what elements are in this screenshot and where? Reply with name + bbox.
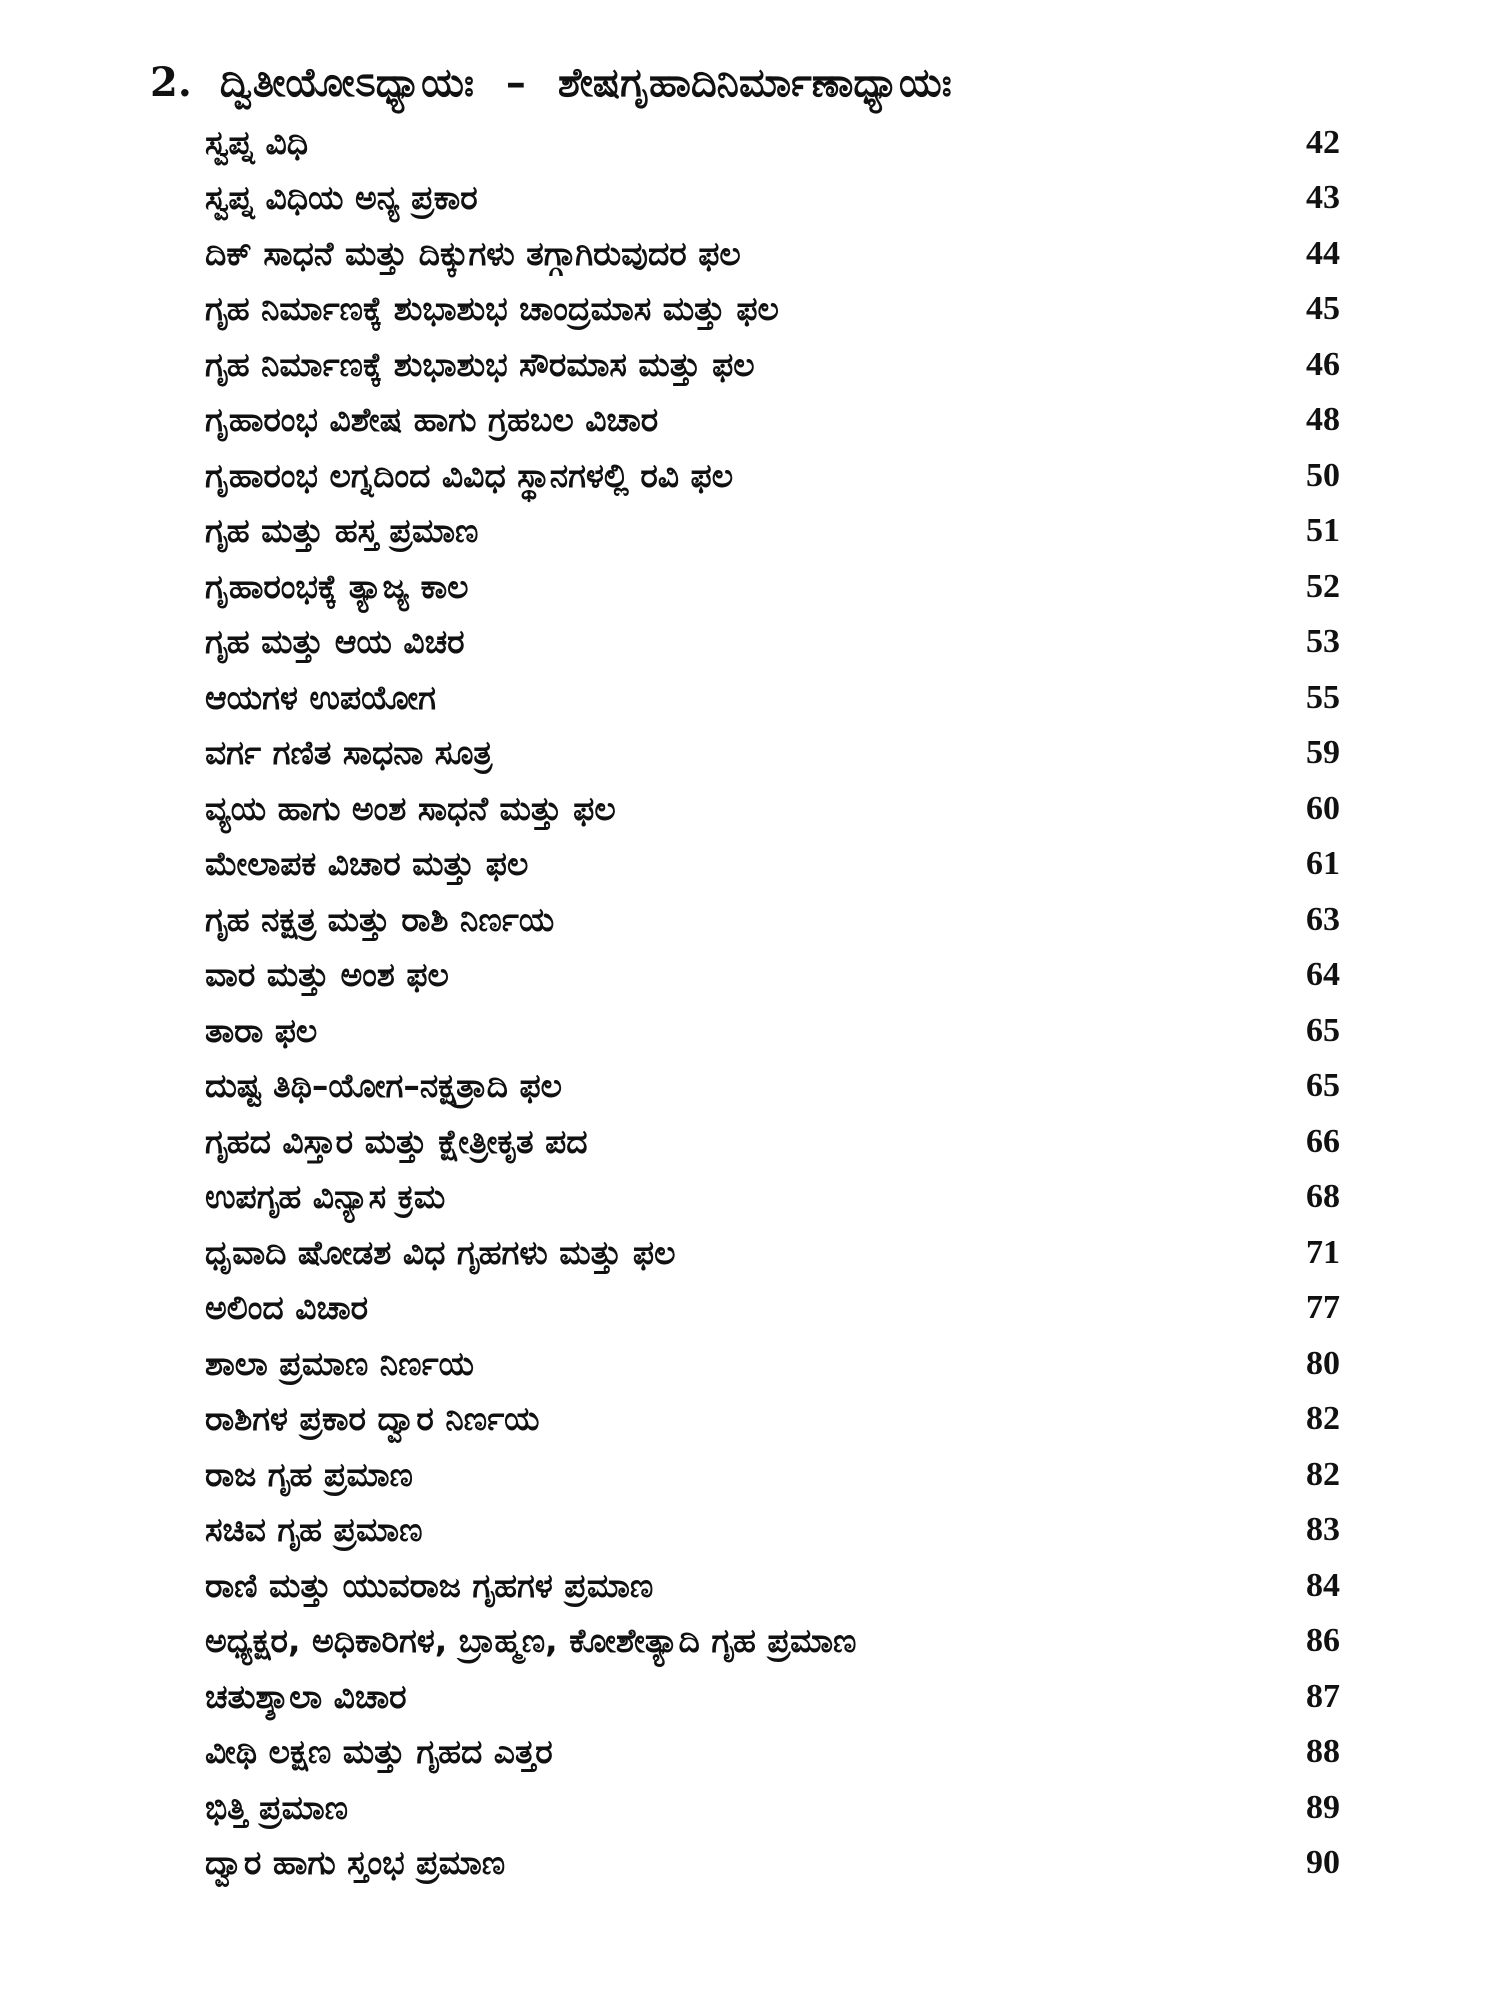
toc-entry bbox=[205, 504, 1340, 560]
toc-entry-page-number: 83 bbox=[1306, 1511, 1340, 1549]
toc-entry bbox=[205, 1558, 1340, 1614]
toc-entry-title: ವ್ಯಯ ಹಾಗು ಅಂಶ ಸಾಧನೆ ಮತ್ತು ಫಲ bbox=[205, 788, 616, 828]
toc-entry bbox=[205, 1669, 1340, 1725]
toc-entry-title: ಗೃಹಾರಂಭ ಲಗ್ನದಿಂದ ವಿವಿಧ ಸ್ಥಾನಗಳಲ್ಲಿ ರವಿ ಫಲ bbox=[205, 455, 734, 495]
toc-entry-page-number: 63 bbox=[1306, 900, 1340, 938]
toc-entry-page-number: 86 bbox=[1306, 1622, 1340, 1660]
toc-entry-title: ಗೃಹ ನಕ್ಷತ್ರ ಮತ್ತು ರಾಶಿ ನಿರ್ಣಯ bbox=[205, 899, 555, 939]
toc-entry bbox=[205, 1170, 1340, 1226]
toc-entry bbox=[205, 1392, 1340, 1448]
chapter-dash: – bbox=[505, 59, 526, 106]
toc-entry-title: ರಾಣಿ ಮತ್ತು ಯುವರಾಜ ಗೃಹಗಳ ಪ್ರಮಾಣ bbox=[205, 1565, 654, 1605]
toc-entry bbox=[205, 837, 1340, 893]
toc-entry-page-number: 46 bbox=[1306, 345, 1340, 383]
toc-entry-title: ಸ್ವಪ್ನ ವಿಧಿಯ ಅನ್ಯ ಪ್ರಕಾರ bbox=[205, 178, 478, 218]
toc-entry-page-number: 89 bbox=[1306, 1788, 1340, 1826]
toc-entry-page-number: 61 bbox=[1306, 845, 1340, 883]
toc-entry bbox=[205, 1503, 1340, 1559]
toc-entry bbox=[205, 1447, 1340, 1503]
toc-entry-page-number: 52 bbox=[1306, 567, 1340, 605]
toc-entry bbox=[205, 948, 1340, 1004]
toc-entry bbox=[205, 1725, 1340, 1781]
toc-entry bbox=[205, 892, 1340, 948]
toc-entry-page-number: 59 bbox=[1306, 734, 1340, 772]
toc-entry-page-number: 84 bbox=[1306, 1566, 1340, 1604]
toc-entry-page-number: 50 bbox=[1306, 456, 1340, 494]
toc-entry bbox=[205, 1225, 1340, 1281]
toc-entry-title: ಸಚಿವ ಗೃಹ ಪ್ರಮಾಣ bbox=[205, 1510, 423, 1550]
toc-entry-title: ಆಯಗಳ ಉಪಯೋಗ bbox=[205, 677, 437, 717]
toc-entry-title: ಧೃವಾದಿ ಷೋಡಶ ವಿಧ ಗೃಹಗಳು ಮತ್ತು ಫಲ bbox=[205, 1232, 676, 1272]
toc-entry-page-number: 64 bbox=[1306, 956, 1340, 994]
chapter-number: 2. bbox=[150, 59, 192, 106]
toc-entry bbox=[205, 1003, 1340, 1059]
toc-entry bbox=[205, 1114, 1340, 1170]
toc-entry bbox=[205, 393, 1340, 449]
toc-entry bbox=[205, 282, 1340, 338]
toc-entry bbox=[205, 1614, 1340, 1670]
toc-entry-page-number: 68 bbox=[1306, 1178, 1340, 1216]
toc-entry-page-number: 90 bbox=[1306, 1844, 1340, 1882]
toc-entry-page-number: 82 bbox=[1306, 1455, 1340, 1493]
toc-entry-title: ಉಪಗೃಹ ವಿನ್ಯಾಸ ಕ್ರಮ bbox=[205, 1177, 446, 1217]
toc-entry-page-number: 77 bbox=[1306, 1289, 1340, 1327]
chapter-heading bbox=[150, 52, 1350, 114]
toc-entry-page-number: 42 bbox=[1306, 123, 1340, 161]
toc-entry-page-number: 65 bbox=[1306, 1067, 1340, 1105]
toc-entry-title: ಗೃಹಾರಂಭ ವಿಶೇಷ ಹಾಗು ಗ್ರಹಬಲ ವಿಚಾರ bbox=[205, 400, 659, 440]
chapter-title: ದ್ವಿತೀಯೋಽಧ್ಯಾಯಃ bbox=[219, 59, 474, 106]
toc-entry-title: ಗೃಹ ಮತ್ತು ಹಸ್ತ ಪ್ರಮಾಣ bbox=[205, 511, 479, 551]
toc-entry-page-number: 55 bbox=[1306, 678, 1340, 716]
toc-entry bbox=[205, 115, 1340, 171]
toc-entry bbox=[205, 1780, 1340, 1836]
toc-entry-title: ರಾಜ ಗೃಹ ಪ್ರಮಾಣ bbox=[205, 1454, 413, 1494]
toc-entry bbox=[205, 726, 1340, 782]
toc-entry-page-number: 51 bbox=[1306, 512, 1340, 550]
toc-entry-title: ದಿಕ್ ಸಾಧನೆ ಮತ್ತು ದಿಕ್ಕುಗಳು ತಗ್ಗಾಗಿರುವುದರ ಫಲ bbox=[205, 233, 741, 273]
toc-entry-title: ವರ್ಗ ಗಣಿತ ಸಾಧನಾ ಸೂತ್ರ bbox=[205, 733, 493, 773]
toc-entry bbox=[205, 1059, 1340, 1115]
toc-entry-title: ಅಲಿಂದ ವಿಚಾರ bbox=[205, 1288, 369, 1328]
toc-entry-page-number: 45 bbox=[1306, 290, 1340, 328]
toc-entry-title: ಭಿತ್ತಿ ಪ್ರಮಾಣ bbox=[205, 1787, 348, 1827]
toc-entry-title: ದುಷ್ಟ ತಿಥಿ–ಯೋಗ–ನಕ್ಷತ್ರಾದಿ ಫಲ bbox=[205, 1066, 563, 1106]
toc-entry-page-number: 43 bbox=[1306, 179, 1340, 217]
toc-entry-page-number: 48 bbox=[1306, 401, 1340, 439]
toc-entry bbox=[205, 670, 1340, 726]
toc-entry-title: ಗೃಹ ನಿರ್ಮಾಣಕ್ಕೆ ಶುಭಾಶುಭ ಚಾಂದ್ರಮಾಸ ಮತ್ತು ಫಲ bbox=[205, 289, 779, 329]
toc-entry-page-number: 88 bbox=[1306, 1733, 1340, 1771]
toc-entry-page-number: 80 bbox=[1306, 1344, 1340, 1382]
toc-list bbox=[205, 115, 1340, 1891]
toc-entry-title: ವೀಥಿ ಲಕ್ಷಣ ಮತ್ತು ಗೃಹದ ಎತ್ತರ bbox=[205, 1732, 553, 1772]
toc-entry-page-number: 65 bbox=[1306, 1011, 1340, 1049]
chapter-subtitle: ಶೇಷಗೃಹಾದಿನಿರ್ಮಾಣಾಧ್ಯಾಯಃ bbox=[557, 59, 952, 106]
toc-entry-page-number: 87 bbox=[1306, 1677, 1340, 1715]
toc-entry-title: ಗೃಹ ಮತ್ತು ಆಯ ವಿಚರ bbox=[205, 622, 465, 662]
toc-entry bbox=[205, 559, 1340, 615]
toc-entry-title: ಗೃಹಾರಂಭಕ್ಕೆ ತ್ಯಾಜ್ಯ ಕಾಲ bbox=[205, 566, 469, 606]
toc-entry-title: ತಾರಾ ಫಲ bbox=[205, 1010, 318, 1050]
toc-entry bbox=[205, 337, 1340, 393]
toc-entry-title: ರಾಶಿಗಳ ಪ್ರಕಾರ ದ್ವಾರ ನಿರ್ಣಯ bbox=[205, 1399, 540, 1439]
toc-entry bbox=[205, 615, 1340, 671]
toc-entry bbox=[205, 171, 1340, 227]
toc-entry-title: ಸ್ವಪ್ನ ವಿಧಿ bbox=[205, 122, 309, 162]
toc-entry bbox=[205, 781, 1340, 837]
toc-entry-page-number: 60 bbox=[1306, 789, 1340, 827]
toc-entry-title: ವಾರ ಮತ್ತು ಅಂಶ ಫಲ bbox=[205, 955, 449, 995]
toc-entry-page-number: 82 bbox=[1306, 1400, 1340, 1438]
toc-entry-title: ಗೃಹದ ವಿಸ್ತಾರ ಮತ್ತು ಕ್ಷೇತ್ರೀಕೃತ ಪದ bbox=[205, 1121, 588, 1161]
toc-entry-title: ಮೇಲಾಪಕ ವಿಚಾರ ಮತ್ತು ಫಲ bbox=[205, 844, 529, 884]
toc-entry-title: ಶಾಲಾ ಪ್ರಮಾಣ ನಿರ್ಣಯ bbox=[205, 1343, 474, 1383]
toc-entry bbox=[205, 1836, 1340, 1892]
toc-entry-title: ಗೃಹ ನಿರ್ಮಾಣಕ್ಕೆ ಶುಭಾಶುಭ ಸೌರಮಾಸ ಮತ್ತು ಫಲ bbox=[205, 344, 755, 384]
toc-entry bbox=[205, 1281, 1340, 1337]
toc-entry-title: ಅಧ್ಯಕ್ಷರ, ಅಧಿಕಾರಿಗಳ, ಬ್ರಾಹ್ಮಣ, ಕೋಶೇತ್ಯಾದಿ ಗೃಹ ಪ್ರಮಾಣ bbox=[205, 1621, 857, 1661]
toc-entry-page-number: 44 bbox=[1306, 234, 1340, 272]
toc-entry-title: ದ್ವಾರ ಹಾಗು ಸ್ತಂಭ ಪ್ರಮಾಣ bbox=[205, 1843, 506, 1883]
toc-entry bbox=[205, 226, 1340, 282]
toc-entry bbox=[205, 448, 1340, 504]
toc-entry-page-number: 66 bbox=[1306, 1122, 1340, 1160]
toc-entry-title: ಚತುಶ್ಶಾಲಾ ವಿಚಾರ bbox=[205, 1676, 407, 1716]
toc-entry-page-number: 53 bbox=[1306, 623, 1340, 661]
toc-entry-page-number: 71 bbox=[1306, 1233, 1340, 1271]
toc-entry bbox=[205, 1336, 1340, 1392]
